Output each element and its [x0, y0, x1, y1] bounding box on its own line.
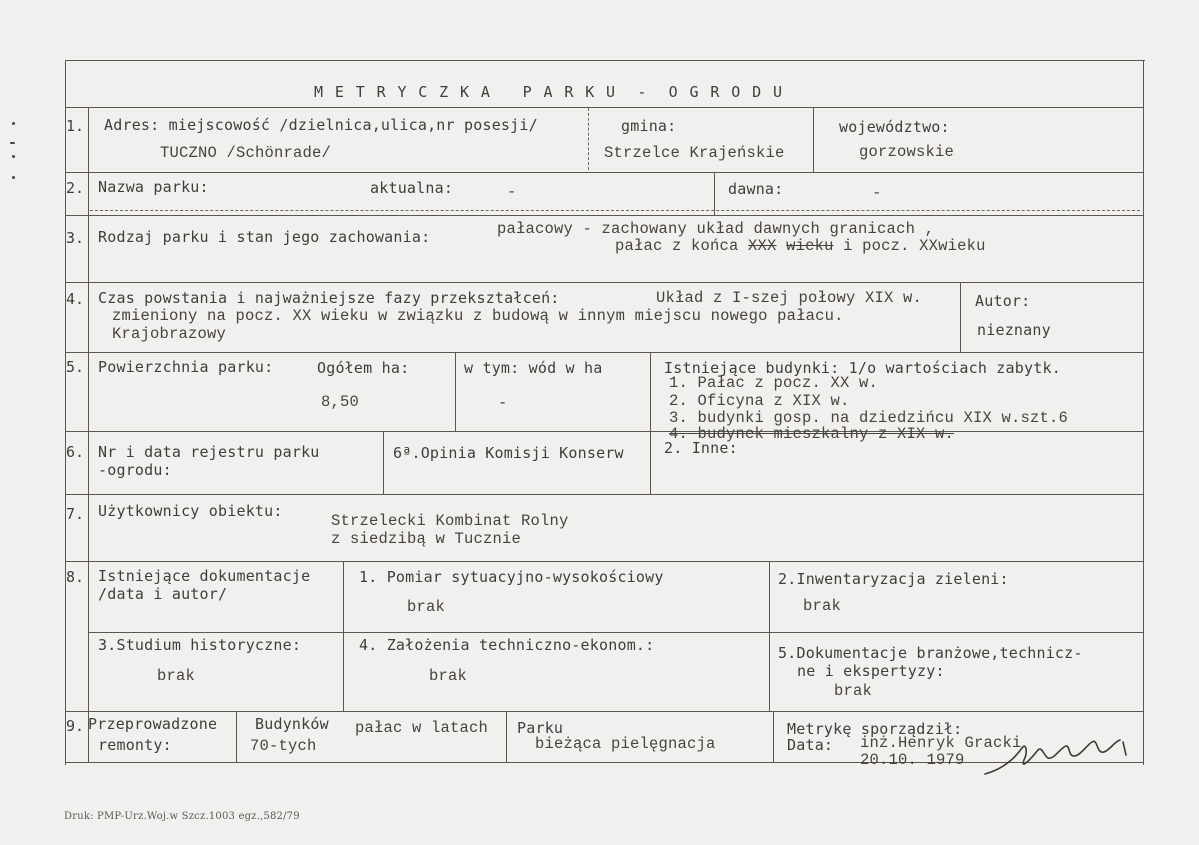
- users-line1: Strzelecki Kombinat Rolny: [331, 512, 569, 530]
- park-type-line2-b: i pocz. XXwieku: [833, 237, 986, 255]
- card-title: M E T R Y C Z K A P A R K U - O G R O D U: [314, 83, 784, 101]
- renovations-label-line1: Przeprowadzone: [88, 715, 218, 733]
- documentation-label-line1: Istniejące dokumentacje: [98, 567, 311, 585]
- compiled-by-label: Metrykę sporządził:: [787, 720, 963, 738]
- park-name-label: Nazwa parku:: [98, 178, 209, 196]
- renovations-label-line2: remonty:: [98, 736, 172, 754]
- current-name-label: aktualna:: [370, 179, 454, 197]
- expertise-label-line2: ne i ekspertyzy:: [797, 662, 945, 680]
- buildings-renovation-label: Budynków: [255, 715, 329, 733]
- survey-value: brak: [407, 598, 446, 616]
- print-footer: Druk: PMP-Urz.Woj.w Szcz.1003 egz.,582/79: [64, 811, 300, 822]
- register-label-line1: Nr i data rejestru parku: [98, 443, 320, 461]
- water-area-label: w tym: wód w ha: [464, 359, 603, 377]
- section-number: 1.: [66, 117, 85, 135]
- address-label: Adres: miejscowość /dzielnica,ulica,nr posesji/: [104, 116, 538, 134]
- historical-study-label: 3.Studium historyczne:: [98, 636, 302, 654]
- struck-text: wieku: [786, 237, 834, 255]
- voivodeship-value: gorzowskie: [859, 143, 955, 161]
- author-label: Autor:: [975, 292, 1031, 310]
- other-buildings-label: 2. Inne:: [664, 439, 738, 457]
- expertise-label-line1: 5.Dokumentacje branżowe,technicz-: [778, 644, 1083, 662]
- buildings-label: Istniejące budynki: 1/o wartościach zabytk.: [664, 359, 1061, 377]
- users-line2: z siedzibą w Tucznie: [331, 530, 522, 548]
- area-label: Powierzchnia parku:: [98, 358, 274, 376]
- section-number: 2.: [66, 179, 85, 197]
- total-area-value: 8,50: [321, 393, 360, 411]
- historical-study-value: brak: [157, 667, 196, 685]
- greenery-inventory-label: 2.Inwentaryzacja zieleni:: [778, 570, 1009, 588]
- documentation-label-line2: /data i autor/: [98, 585, 228, 603]
- gmina-label: gmina:: [621, 117, 677, 135]
- section-number: 7.: [66, 505, 85, 523]
- creation-phases-line1: Układ z I-szej połowy XIX w.: [656, 289, 923, 307]
- section-number: 3.: [66, 229, 85, 247]
- creation-phases-label: Czas powstania i najważniejsze fazy przekształceń:: [98, 289, 560, 307]
- total-area-label: Ogółem ha:: [317, 359, 410, 377]
- compiled-by-value: inż.Henryk Gracki: [860, 734, 1022, 752]
- park-type-label: Rodzaj parku i stan jego zachowania:: [98, 228, 431, 246]
- palace-renovation: pałac w latach: [355, 719, 489, 737]
- building-item: 1. Pałac z pocz. XX w.: [669, 374, 879, 392]
- former-name-value: -: [872, 184, 882, 202]
- date-label: Data:: [787, 736, 834, 754]
- expertise-value: brak: [834, 682, 873, 700]
- technical-assumptions-label: 4. Założenia techniczno-ekonom.:: [359, 636, 655, 654]
- section-number: 4.: [66, 290, 85, 308]
- technical-assumptions-value: brak: [429, 667, 468, 685]
- conservation-opinion-label: 6ª.Opinia Komisji Konserw: [393, 445, 624, 462]
- building-item-struck: 4. budynek mieszkalny z XIX w.: [669, 425, 955, 443]
- greenery-inventory-value: brak: [803, 597, 842, 615]
- section-number: 9.: [66, 717, 85, 735]
- park-type-line2-a: pałac z końca: [615, 237, 749, 255]
- building-item: 2. Oficyna z XIX w.: [669, 392, 850, 410]
- park-renovation-label: Parku: [517, 719, 564, 737]
- struck-text: XXX: [748, 237, 777, 255]
- voivodeship-label: województwo:: [839, 118, 950, 136]
- creation-phases-line3: Krajobrazowy: [112, 325, 227, 343]
- former-name-label: dawna:: [728, 180, 784, 198]
- author-value: nieznany: [977, 321, 1051, 339]
- register-label-line2: -ogrodu:: [98, 461, 172, 479]
- section-number: 8.: [66, 568, 85, 586]
- section-number: 6.: [66, 443, 85, 461]
- park-type-line1: pałacowy - zachowany układ dawnych granicach ,: [497, 220, 935, 238]
- park-renovation-value: bieżąca pielęgnacja: [535, 735, 716, 753]
- buildings-renovation-value: 70-tych: [250, 737, 317, 755]
- current-name-value: -: [507, 183, 517, 201]
- survey-label: 1. Pomiar sytuacyjno-wysokościowy: [359, 568, 664, 586]
- address-value: TUCZNO /Schönrade/: [160, 144, 332, 162]
- water-area-value: -: [498, 394, 508, 412]
- users-label: Użytkownicy obiektu:: [98, 502, 283, 520]
- building-item: 3. budynki gosp. na dziedzińcu XIX w.szt.6: [669, 409, 1069, 427]
- creation-phases-line2: zmieniony na pocz. XX wieku w związku z budową w innym miejscu nowego pałacu.: [112, 307, 844, 325]
- gmina-value: Strzelce Krajeńskie: [604, 144, 785, 162]
- section-number: 5.: [66, 358, 85, 376]
- date-value: 20.10. 1979: [860, 751, 965, 769]
